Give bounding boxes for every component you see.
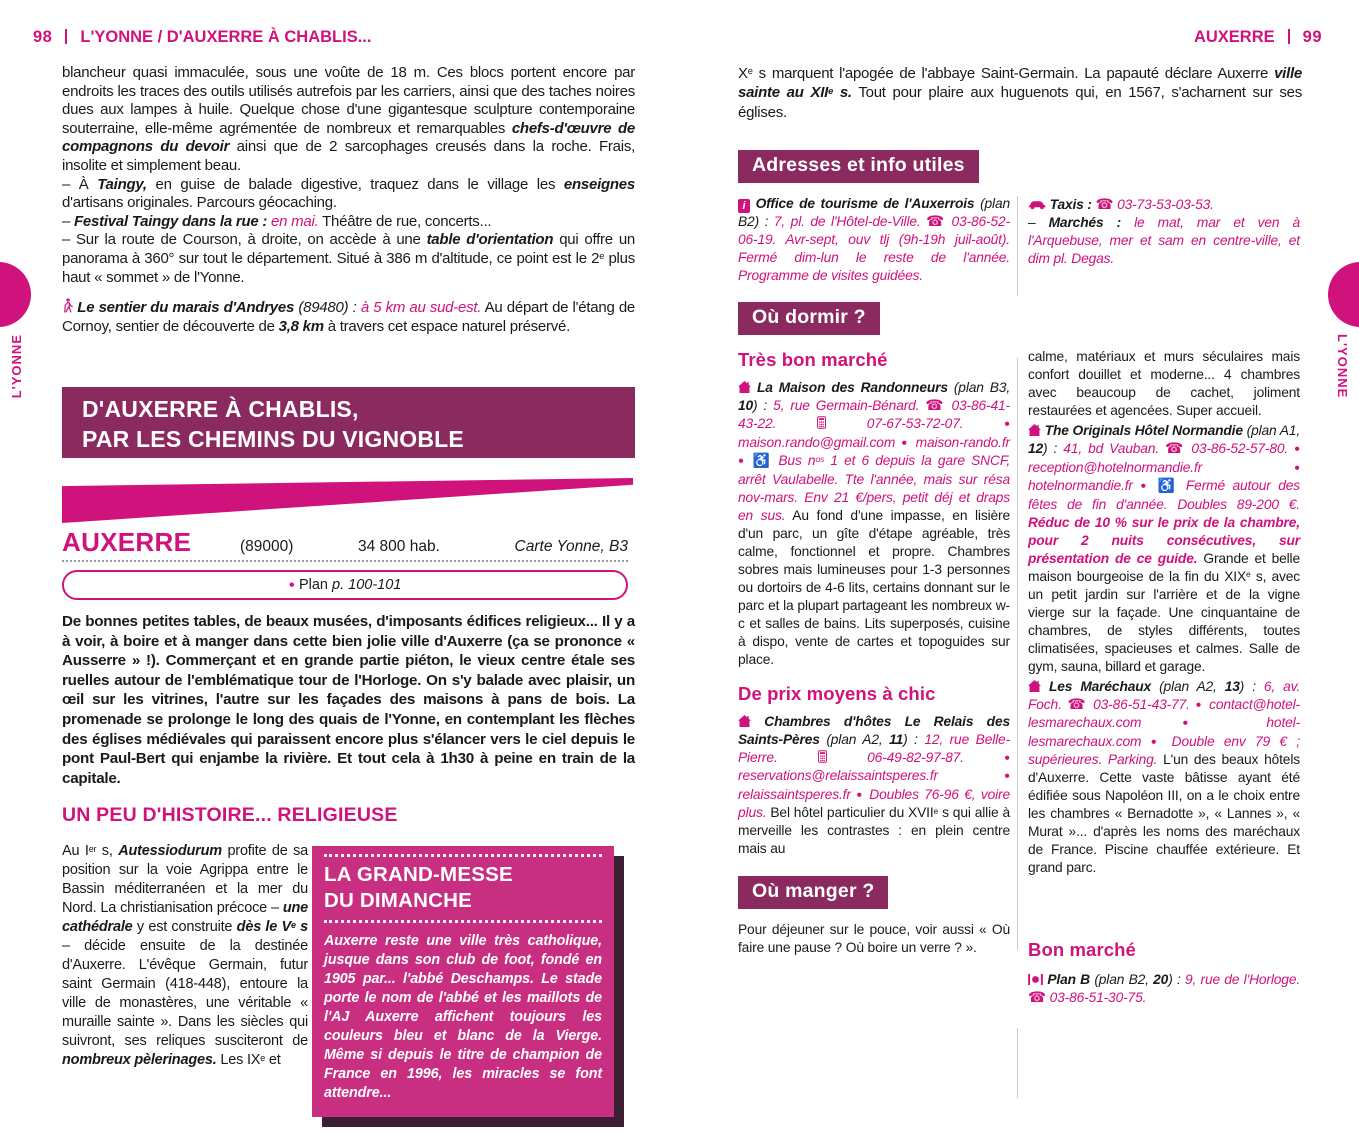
heading-bon-marche: Bon marché: [1028, 939, 1136, 960]
sidebar-box-title-line2: DU DIMANCHE: [324, 889, 472, 912]
history-paragraph: Au Ier s, Autessiodurum profite de sa position sur la voie Agrippa entre le Bassin méditerranéen et la mer du Nord. La christianisation précoce – une cathédrale y est construite dès le Ve s – décide ensuite de la destinée d'Auxerre. L'évêque Germain, futur saint Germain (418-448), entoure la ville de monastères, une véritable « muraille sainte ». Dans les siècles qui suivront, ses reliques susciteront de nombreux pèlerinages. Les IXe et: [62, 843, 309, 1068]
bullet-icon: ●: [738, 455, 747, 467]
left-edge-tab-disc: [0, 262, 31, 327]
column-divider: [1017, 196, 1018, 296]
right-edge-tab-label: L'YONNE: [1335, 334, 1350, 399]
sidebar-box-title: [324, 854, 602, 923]
right-edge-tab-disc: [1328, 262, 1359, 327]
city-population: 34 800 hab.: [358, 538, 440, 555]
hiker-icon: [62, 299, 73, 316]
section-banner-line1: D'AUXERRE À CHABLIS,: [82, 396, 359, 422]
sidebar-box-body: Auxerre reste une ville très catholique, jusque dans son club de foot, fondé en 1905 par... l'abbé Deschamps. Le stade porte le nom de l'abbé et les maillots de l'AJ Auxerre affichent toujours les couleurs bleu et blanc de la Vierge. Même si depuis le titre de champion de France en 1996, les miracles se font attendre...: [324, 933, 602, 1101]
wheelchair-icon: ♿: [752, 453, 773, 468]
page99-right-column: [1028, 196, 1300, 1007]
heading-tres-bon-marche: Très bon marché: [738, 349, 888, 370]
bullet-icon: ●: [1294, 462, 1300, 473]
pink-wedge-divider: [62, 478, 633, 523]
bullet-icon: ●: [1195, 699, 1204, 710]
bullet-icon: ●: [1140, 480, 1150, 492]
sidebar-box-grand-messe: [312, 846, 614, 1117]
phone-icon: ☎: [1165, 441, 1186, 457]
paragraph-relais-continuation: calme, matériaux et murs séculaires mais confort douillet et moderne... 4 chambres avec beaucoup de cachet, joliment restaurées et agencées. Super accueil.: [1028, 349, 1300, 418]
bullet-icon: ●: [1182, 717, 1226, 729]
page98-main-text: [62, 64, 635, 336]
house-icon: [738, 380, 751, 395]
listing-taxis: Taxis : ☎ 03-73-53-03-53.: [1028, 196, 1300, 214]
sidebar-box-title-line1: LA GRAND-MESSE: [324, 863, 513, 886]
running-title-right: AUXERRE: [1193, 28, 1275, 46]
phone-icon: ☎: [1028, 990, 1046, 1006]
bullet-icon: ●: [1294, 443, 1300, 455]
city-postal-code: (89000): [240, 538, 294, 555]
column-divider: [1017, 1028, 1018, 1098]
bullet-icon: ●: [1150, 736, 1163, 747]
bullet-icon: ●: [1004, 418, 1010, 430]
house-icon: [1028, 423, 1041, 438]
phone-icon: ☎: [925, 398, 946, 414]
paragraph-ou-manger-note: Pour déjeuner sur le pouce, voir aussi « Où faire une pause ? Où boire un verre ? ».: [738, 922, 1010, 955]
city-map-reference: Carte Yonne, B3: [514, 538, 628, 555]
section-banner-auxerre-chablis: [62, 387, 635, 458]
list-item-taingy: – À Taingy, en guise de balade digestive, traquez dans le village les enseignes d'artisans originales. Parcours géocaching.: [62, 175, 635, 212]
listing-marches: – Marchés : le mat, mar et ven à l'Arquebuse, mer et sam en centre-ville, et dim pl. Degas.: [1028, 215, 1300, 266]
car-icon: [1028, 197, 1046, 212]
phone-icon: ☎: [926, 214, 946, 230]
page-number-right: 99: [1302, 28, 1322, 46]
head-divider-bar: [65, 29, 67, 44]
page-number-left: 98: [33, 28, 53, 46]
listing-relais-des-saints-peres: Chambres d'hôtes Le Relais des Saints-Pères (plan A2, 11) : 12, rue Belle-Pierre. 06-49-82-97-87. ● reservations@relaissaintsperes.fr ● relaissaintsperes.fr ● Doubles 76-96 €, voire plus. Bel hôtel particulier du XVIIe s qui allie à merveille les contrastes : en plein centre mais au: [738, 713, 1011, 856]
list-item-festival: – Festival Taingy dans la rue : en mai. Théâtre de rue, concerts...: [62, 212, 492, 230]
heading-de-prix-moyens-a-chic: De prix moyens à chic: [738, 682, 936, 704]
mobile-icon: [818, 750, 827, 765]
section-banner-line2: PAR LES CHEMINS DU VIGNOBLE: [82, 426, 464, 452]
banner-adresses-info-utiles: Adresses et info utiles: [738, 150, 979, 183]
bullet-icon: ●: [288, 579, 295, 591]
resto-icon: [1028, 972, 1043, 987]
phone-icon: ☎: [1095, 197, 1114, 213]
bullet-icon: ●: [901, 437, 910, 448]
paragraph-quarry: blancheur quasi immaculée, sous une voûte de 18 m. Ces blocs portent encore par endroits les traces des outils utilisés autrefois par les carriers, ainsi que des taches noires dues aux lampes à huile. Quelque chose d'une gigantesque sculpture contemporaine souterraine, elle-même agrémentée de nombreux et remarquables chefs-d'œuvre de compagnons du devoir ainsi que de 2 sarcophages creusés dans la roche. Frais, insolite et simplement beau.: [62, 64, 635, 174]
history-heading: UN PEU D'HISTOIRE... RELIGIEUSE: [62, 804, 398, 826]
plan-reference-pill: ● Plan p. 100-101: [62, 570, 628, 600]
bullet-icon: ●: [1004, 770, 1010, 782]
running-title-left: L'YONNE / D'AUXERRE À CHABLIS...: [80, 28, 372, 46]
listing-les-marechaux: Les Maréchaux (plan A2, 13) : 6, av. Foch. ☎ 03-86-51-43-77. ● contact@hotel-lesmarechaux.com ● hotel-lesmarechaux.com ● Double env 79 € ; supérieures. Parking. L'un des beaux hôtels d'Auxerre. Cette vaste bâtisse ayant été édifiée sous Napoléon III, on a le choix entre les chambres « Bernadotte », « Lannes », « Murat »... d'après les noms des maréchaux de France. Piscine chauffée extérieure. Et grand parc.: [1028, 678, 1301, 875]
city-header-row: [62, 526, 628, 558]
left-edge-tab-label: L'YONNE: [9, 334, 24, 399]
list-item-courson: – Sur la route de Courson, à droite, on accède à une table d'orientation qui offre un panorama à 360° sur tout le département. Situé à 386 m d'altitude, ce point est le 2e plus haut « sommet » de l'Yonne.: [62, 231, 636, 286]
bullet-icon: ●: [1004, 752, 1010, 763]
page99-middle-column: [738, 150, 1010, 957]
phone-icon: ☎: [1067, 696, 1088, 713]
city-name: AUXERRE: [62, 527, 192, 557]
listing-office-de-tourisme: i Office de tourisme de l'Auxerrois (plan B2) : 7, pl. de l'Hôtel-de-Ville. ☎ 03-86-52-06-19. Avr-sept, ouv tlj (9h-19h juil-août). Fermé dim-lun le reste de l'année. Programme de visites guidées.: [738, 196, 1011, 283]
house-icon: [738, 714, 751, 729]
info-icon: i: [738, 199, 750, 213]
house-icon: [1028, 679, 1041, 694]
mobile-icon: [817, 416, 826, 431]
listing-maison-des-randonneurs: La Maison des Randonneurs (plan B3, 10) : 5, rue Germain-Bénard. ☎ 03-86-41-43-22. 07-67-53-72-07. ● maison.rando@gmail.com ● maison-rando.fr ● ♿ Bus $n^{os}$ 1 et 6 depuis la gare SNCF, arrêt Vaulabelle. Tte l'année, mais sur résa nov-mars. Env 21 €/pers, petit déj et draps en sus. Au fond d'une impasse, en lisière d'un parc, un gîte d'étape agréable, très calme, fonctionnel et propre. Chambres sobres mais lumineuses pour 1-3 personnes ou dortoirs de 4-6 lits, certains donnant sur le parc et la plupart partageant les nombreux w-c et salles de bains. Lits superposés, cuisine à dispo, vente de cartes et topoguides sur place.: [738, 380, 1011, 667]
running-head-left: [33, 28, 371, 47]
listing-plan-b: Plan B (plan B2, 20) : 9, rue de l'Horloge. ☎ 03-86-51-30-75.: [1028, 972, 1301, 1006]
paragraph-sentier-andryes: Le sentier du marais d'Andryes (89480) : à 5 km au sud-est. Au départ de l'étang de Cornoy, sentier de découverte de 3,8 km à travers cet espace naturel préservé.: [62, 299, 636, 335]
head-divider-bar: [1288, 29, 1290, 44]
listing-originals-hotel-normandie: The Originals Hôtel Normandie (plan A1, 12) : 41, bd Vauban. ☎ 03-86-52-57-80. ● reception@hotelnormandie.fr ● hotelnormandie.fr ● ♿ Fermé autour des fêtes de fin d'année. Doubles 89-200 €. Réduc de 10 % sur le prix de la chambre, pour 2 nuits consécutives, sur présentation de ce guide. Grande et belle maison bourgeoise de la fin du XIXe s, avec un petit jardin sur l'arrière et de la vigne vierge sur la façade. Une cinquantaine de chambres, de styles différents, toutes climatisées, spacieuses et calmes. Salle de gym, sauna, billard et garage.: [1028, 423, 1301, 674]
running-head-right: [1194, 28, 1322, 47]
wheelchair-icon: ♿: [1157, 478, 1179, 493]
page99-intro-paragraph: Xe s marquent l'apogée de l'abbaye Saint-Germain. La papauté déclare Auxerre ville sainte au XIIe s. Tout pour plaire aux huguenots qui, en 1567, s'acharnent sur ses églises.: [738, 65, 1302, 121]
city-intro-paragraph: De bonnes petites tables, de beaux musées, d'imposants édifices religieux... Il y a à voir, à boire et à manger dans cette bien jolie ville d'Auxerre (ça se prononce « Ausserre » !). Commerçant et en grande partie piéton, le vieux centre étale ses ruelles autour de l'emblématique tour de l'Horloge. On s'y balade avec plaisir, un œil sur les vitrines, l'autre sur les façades des maisons à pans de bois. La promenade se prolonge le long des quais de l'Yonne, en contemplant les flèches des églises médiévales qui paraissent encore plus s'élancer vers le ciel depuis le pont Paul-Bert qui enjambe la rivière. Et tout cela à 1h30 à peine en train de la capitale.: [62, 613, 635, 787]
banner-ou-dormir: Où dormir ?: [738, 302, 880, 335]
dotted-rule: [62, 560, 628, 562]
column-divider: [1017, 358, 1018, 950]
banner-ou-manger: Où manger ?: [738, 876, 888, 909]
bullet-icon: ●: [856, 789, 864, 800]
